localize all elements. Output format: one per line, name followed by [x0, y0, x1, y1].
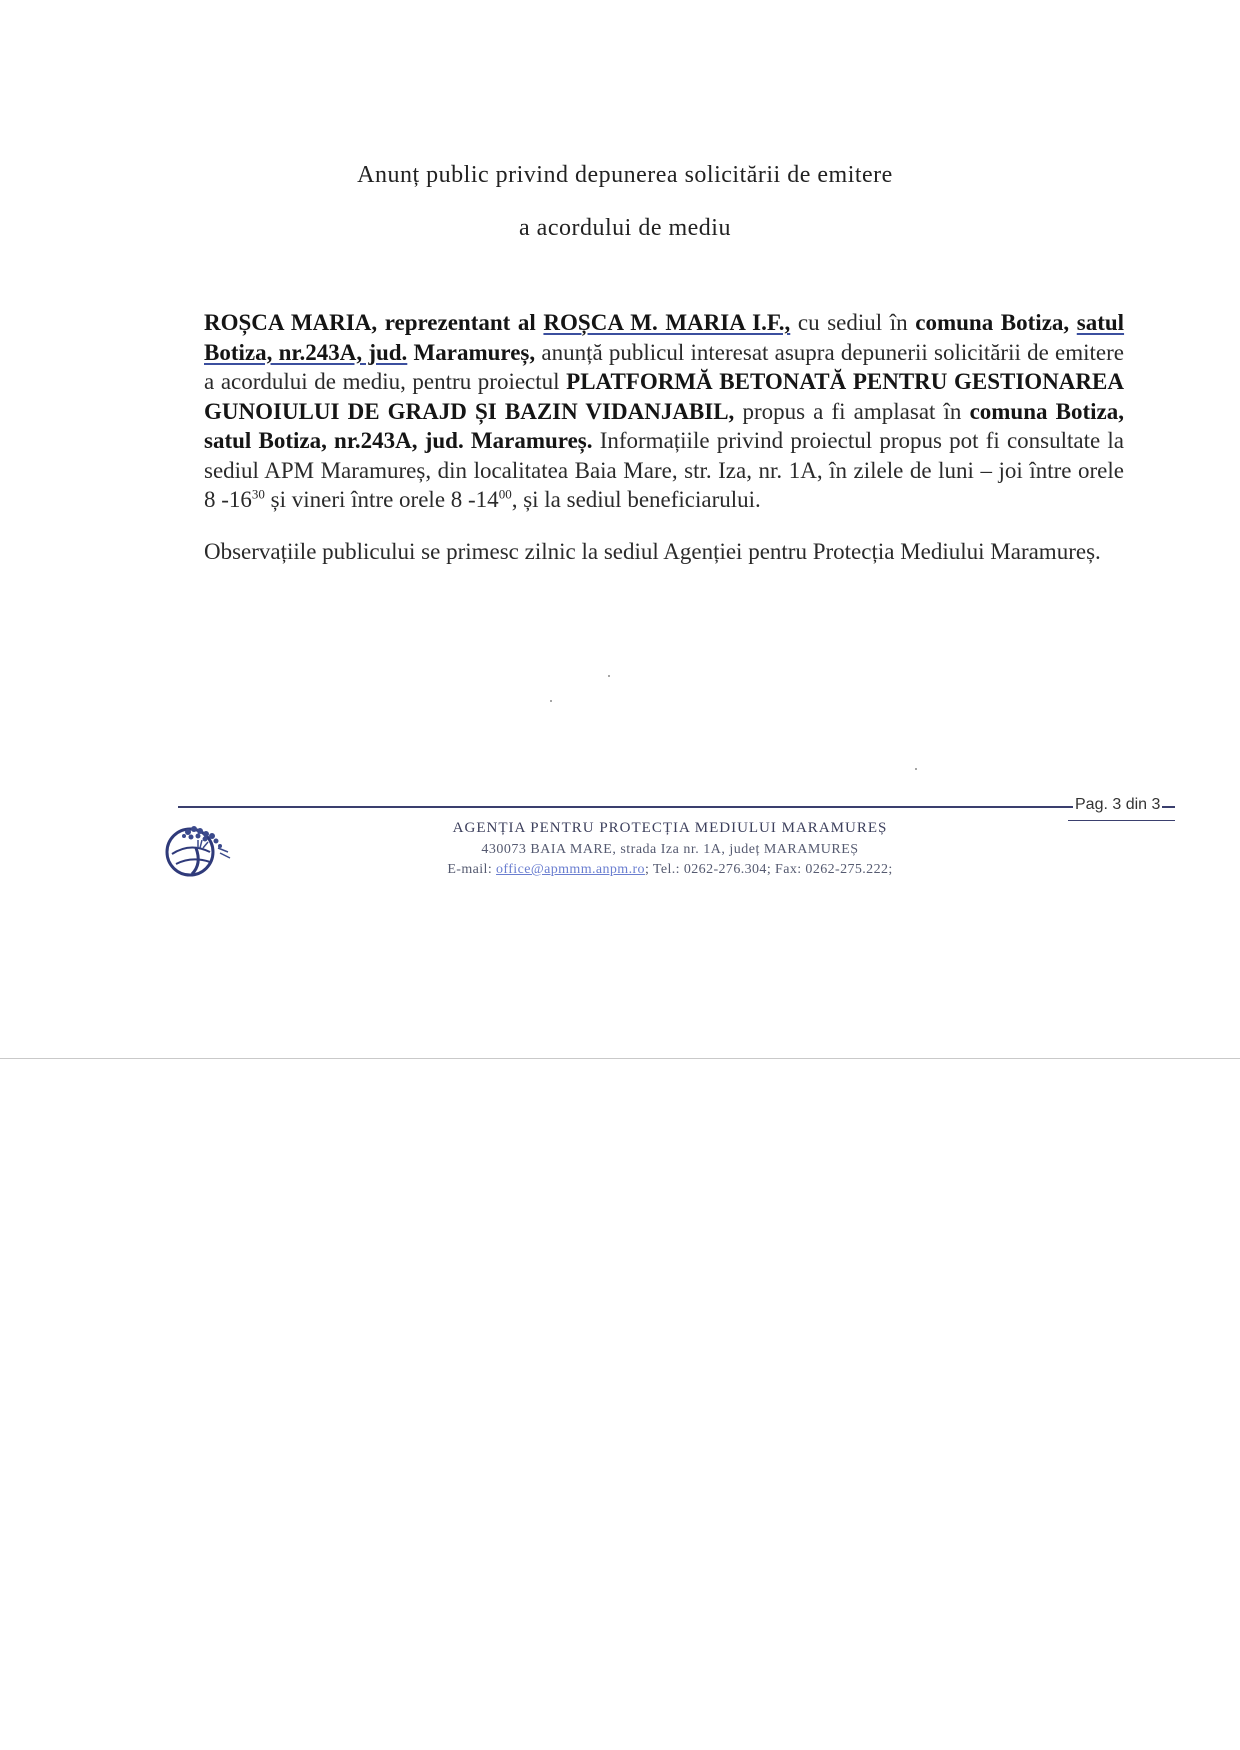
- footer-agency-name: AGENȚIA PENTRU PROTECȚIA MEDIULUI MARAMUREȘ: [452, 820, 888, 836]
- hours-superscript-2: 00: [498, 486, 512, 502]
- location-intro: propus a fi amplasat în: [742, 398, 962, 424]
- page-number: Pag. 3 din 3: [1075, 796, 1161, 813]
- phone-fax: ; Tel.: 0262-276.304; Fax: 0262-275.222;: [644, 862, 893, 877]
- apm-globe-tree-logo-icon: [158, 818, 242, 882]
- project-location: comuna Botiza, satul Botiza, nr.243A, jud. Maramureș.: [204, 398, 1124, 453]
- footer-rule-page: [1068, 820, 1175, 821]
- applicant-company: ROȘCA M. MARIA I.F.,: [543, 310, 791, 335]
- announcement-body: [204, 308, 1124, 588]
- scan-edge-line: [0, 1058, 1240, 1059]
- footer-contact: [330, 862, 1010, 878]
- applicant-name: ROȘCA MARIA,: [204, 310, 378, 335]
- email-label: E-mail:: [447, 862, 493, 877]
- info-text: Informațiile privind proiectul propus pot fi consultate la sediul APM Maramureș, din localitatea Baia Mare, str. Iza, nr. 1A, în zilele de luni – joi între orele 8 -16: [204, 428, 1125, 512]
- scan-speck: [550, 700, 552, 702]
- seat-intro: cu sediul în: [797, 310, 908, 335]
- announcement-title-line2: a acordului de mediu: [519, 215, 731, 241]
- announcement-title-line1: Anunț public privind depunerea solicitării de emitere: [357, 162, 893, 188]
- project-name: PLATFORMĂ BETONATĂ PENTRU GESTIONAREA GUNOIULUI DE GRAJD ȘI BAZIN VIDANJABIL,: [204, 369, 1124, 424]
- footer-rule: [178, 806, 1175, 808]
- seat-address: comuna Botiza,: [915, 310, 1070, 335]
- seat-address-underlined: satul Botiza, nr.243A, jud.: [204, 310, 1125, 365]
- hours-superscript-1: 30: [251, 486, 265, 502]
- announcement-paragraph-1: [204, 308, 1124, 515]
- applicant-role: reprezentant al: [384, 310, 536, 335]
- announcement-paragraph-2: Observațiile publicului se primesc zilnic la sediul Agenției pentru Protecția Mediului Maramureș.: [204, 538, 1101, 564]
- info-text-2: și vineri între orele 8 -14: [264, 487, 499, 512]
- seat-county: Maramureș,: [413, 339, 536, 365]
- scan-speck: [915, 768, 917, 770]
- email-link[interactable]: office@apmmm.anpm.ro: [496, 862, 645, 877]
- footer-address: 430073 BAIA MARE, strada Iza nr. 1A, județ MARAMUREȘ: [481, 842, 859, 857]
- announce-text: anunță publicul interesat asupra depunerii solicitării de emitere a acordului de mediu, pentru proiectul: [204, 339, 1124, 394]
- info-text-3: , și la sediul beneficiarului.: [511, 487, 761, 512]
- scan-speck: [608, 675, 610, 677]
